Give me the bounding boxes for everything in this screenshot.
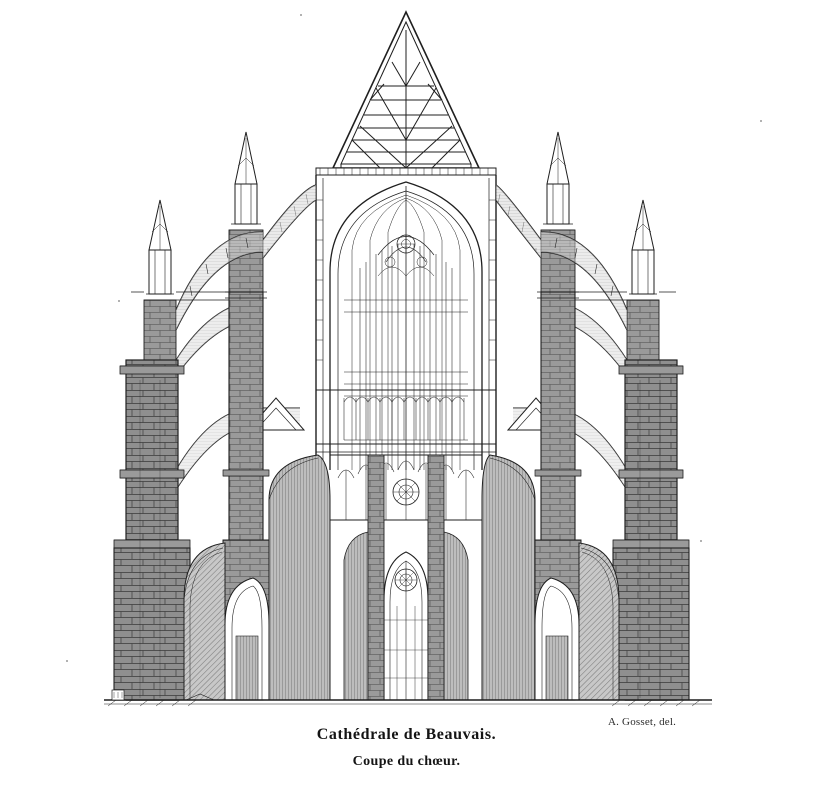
- pinnacle-right-outer: [627, 200, 659, 360]
- artist-credit: A. Gosset, del.: [608, 716, 677, 728]
- pinnacle-right-inner: [541, 132, 575, 292]
- caption-subtitle: Coupe du chœur.: [352, 754, 461, 769]
- caption-block: [0, 726, 813, 770]
- aisle-arcade-right: [535, 578, 579, 700]
- flying-buttress-upper-left: [263, 185, 316, 258]
- paper-speck: [118, 300, 120, 302]
- central-lower-window: [330, 455, 482, 700]
- outer-aisle-right: [579, 543, 619, 700]
- aisle-vault-right: [482, 455, 535, 700]
- aisle-vault-left: [269, 455, 330, 700]
- buttress-pier-left: [114, 360, 190, 700]
- paper-speck: [66, 660, 68, 662]
- caption-title: Cathédrale de Beauvais.: [316, 726, 497, 743]
- paper-speck: [300, 14, 302, 16]
- pinnacle-left-outer: [144, 200, 176, 360]
- clerestory-block: [316, 175, 496, 470]
- outer-aisle-left: [184, 543, 225, 700]
- paper-speck: [760, 120, 762, 122]
- rose-window-upper: [393, 479, 419, 505]
- flying-buttress-upper-right: [496, 185, 541, 258]
- aisle-arcade-left: [225, 578, 269, 700]
- choir-pier-left: [368, 455, 384, 700]
- paper-speck: [700, 540, 702, 542]
- pinnacle-left-inner: [229, 132, 263, 292]
- roof-truss: [316, 12, 496, 175]
- buttress-pier-right: [613, 360, 689, 700]
- choir-pier-right: [428, 455, 444, 700]
- rose-window-lower: [395, 569, 417, 591]
